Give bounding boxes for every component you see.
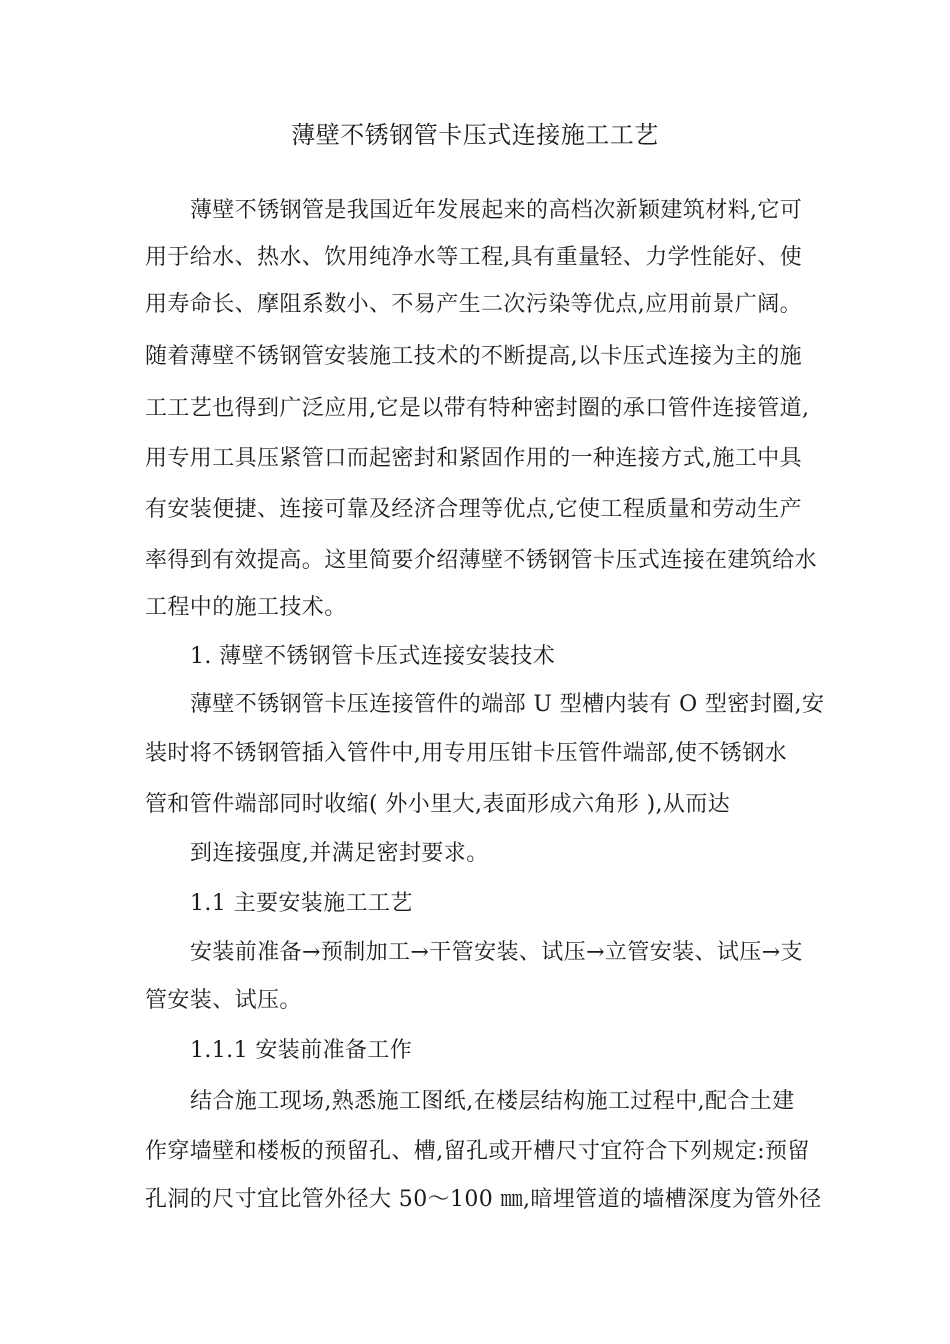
section-heading: 1. 薄壁不锈钢管卡压式连接安装技术 [190,644,556,669]
paragraph-line: 随着薄壁不锈钢管安装施工技术的不断提高,以卡压式连接为主的施 [145,344,802,369]
paragraph-line: 管安装、试压。 [145,988,302,1013]
paragraph-line: 薄壁不锈钢管卡压连接管件的端部 U 型槽内装有 O 型密封圈,安 [190,692,825,717]
paragraph-line: 率得到有效提高。这里简要介绍薄壁不锈钢管卡压式连接在建筑给水 [145,548,818,573]
paragraph-line: 用于给水、热水、饮用纯净水等工程,具有重量轻、力学性能好、使 [145,245,802,270]
section-heading: 1.1 主要安装施工工艺 [190,891,413,916]
paragraph-line: 薄壁不锈钢管是我国近年发展起来的高档次新颖建筑材料,它可 [190,198,803,223]
paragraph-line: 到连接强度,并满足密封要求。 [190,841,489,866]
paragraph-line: 结合施工现场,熟悉施工图纸,在楼层结构施工过程中,配合土建 [190,1089,795,1114]
paragraph-line: 有安装便捷、连接可靠及经济合理等优点,它使工程质量和劳动生产 [145,497,802,522]
paragraph-line: 管和管件端部同时收缩( 外小里大,表面形成六角形 ),从而达 [145,792,731,817]
paragraph-line: 安装前准备→预制加工→干管安装、试压→立管安装、试压→支 [190,940,803,965]
section-heading: 1.1.1 安装前准备工作 [190,1038,413,1063]
paragraph-line: 工程中的施工技术。 [145,595,347,620]
paragraph-line: 孔洞的尺寸宜比管外径大 50～100 ㎜,暗埋管道的墙槽深度为管外径 [145,1187,822,1212]
paragraph-line: 用专用工具压紧管口而起密封和紧固作用的一种连接方式,施工中具 [145,446,802,471]
document-title: 薄壁不锈钢管卡压式连接施工工艺 [291,121,659,149]
paragraph-line: 作穿墙壁和楼板的预留孔、槽,留孔或开槽尺寸宜符合下列规定:预留 [145,1139,810,1164]
paragraph-line: 工工艺也得到广泛应用,它是以带有特种密封圈的承口管件连接管道, [145,396,810,421]
paragraph-line: 装时将不锈钢管插入管件中,用专用压钳卡压管件端部,使不锈钢水 [145,741,787,766]
paragraph-line: 用寿命长、摩阻系数小、不易产生二次污染等优点,应用前景广阔。 [145,292,802,317]
